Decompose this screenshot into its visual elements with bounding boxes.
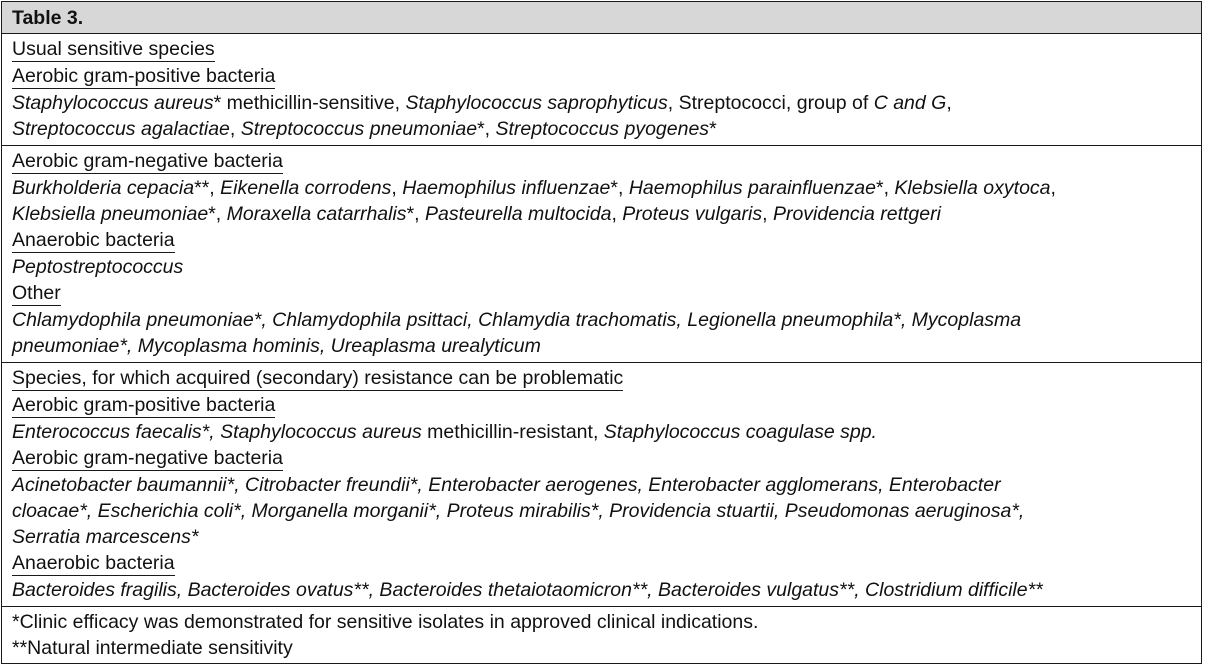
- heading-acquired-resistance: Species, for which acquired (secondary) resistance can be problematic: [12, 367, 624, 389]
- species-name: Staphylococcus coagulase spp.: [603, 421, 877, 443]
- species-name: Moraxella catarrhalis: [226, 203, 407, 225]
- species-line: [12, 90, 1191, 116]
- species-line: [12, 201, 1191, 227]
- species-line: [12, 419, 1191, 445]
- species-name: Klebsiella pneumoniae: [12, 203, 209, 225]
- species-name: Providencia rettgeri: [772, 203, 941, 225]
- species-name: Streptococcus agalactiae: [12, 118, 230, 140]
- species-name: Burkholderia cepacia: [12, 177, 195, 199]
- species-name: Staphylococcus aureus: [12, 92, 214, 114]
- heading-aerobic-gram-negative: Aerobic gram-negative bacteria: [12, 447, 283, 469]
- text-run: *: [709, 118, 717, 140]
- species-line: Chlamydophila pneumoniae*, Chlamydophila psittaci, Chlamydia trachomatis, Legionella pneumophila*, Mycoplasma: [12, 309, 1022, 331]
- species-line: Acinetobacter baumannii*, Citrobacter freundii*, Enterobacter aerogenes, Enterobacter agglomerans, Enterobacter: [12, 474, 1001, 496]
- footnote: **Natural intermediate sensitivity: [12, 637, 293, 659]
- species-name: Haemophilus influenzae: [402, 177, 611, 199]
- heading-aerobic-gram-negative: Aerobic gram-negative bacteria: [12, 150, 283, 172]
- species-name: Enterococcus faecalis*, Staphylococcus aureus: [12, 421, 422, 443]
- species-line: [12, 116, 1191, 142]
- species-name: Eikenella corrodens: [220, 177, 392, 199]
- text-run: ,: [946, 92, 952, 114]
- species-name: Pasteurella multocida: [425, 203, 612, 225]
- heading-anaerobic: Anaerobic bacteria: [12, 229, 175, 251]
- text-run: methicillin-resistant,: [421, 421, 604, 443]
- text-run: ,: [391, 177, 403, 199]
- species-name: Streptococcus pyogenes: [495, 118, 710, 140]
- species-line: Peptostreptococcus: [12, 256, 184, 278]
- heading-other: Other: [12, 282, 61, 304]
- text-run: ,: [762, 203, 773, 225]
- section-gram-negative-sensitive: [2, 146, 1201, 363]
- species-name: C and G: [873, 92, 947, 114]
- species-name: Klebsiella oxytoca: [894, 177, 1051, 199]
- section-acquired-resistance: [2, 363, 1201, 607]
- species-line: [12, 175, 1191, 201]
- text-run: *,: [208, 203, 227, 225]
- text-run: *,: [406, 203, 425, 225]
- text-run: ,: [229, 118, 241, 140]
- text-run: ,: [611, 203, 623, 225]
- text-run: *,: [477, 118, 496, 140]
- text-run: *,: [610, 177, 629, 199]
- species-name: Staphylococcus saprophyticus: [405, 92, 668, 114]
- section-usual-sensitive: [2, 34, 1201, 146]
- footnote: *Clinic efficacy was demonstrated for sensitive isolates in approved clinical indications.: [12, 611, 759, 633]
- section-footnotes: [2, 607, 1201, 664]
- species-name: Streptococcus pneumoniae: [240, 118, 478, 140]
- species-line: pneumoniae*, Mycoplasma hominis, Ureaplasma urealyticum: [12, 335, 541, 357]
- antibiotic-spectrum-table: [1, 1, 1202, 664]
- species-name: Proteus vulgaris: [622, 203, 763, 225]
- species-line: cloacae*, Escherichia coli*, Morganella morganii*, Proteus mirabilis*, Providencia stuartii, Pseudomonas aeruginosa*,: [12, 500, 1025, 522]
- heading-aerobic-gram-positive: Aerobic gram-positive bacteria: [12, 394, 276, 416]
- heading-usual-sensitive: Usual sensitive species: [12, 38, 215, 60]
- table-title: Table 3.: [2, 2, 1201, 34]
- species-line: Bacteroides fragilis, Bacteroides ovatus**, Bacteroides thetaiotaomicron**, Bacteroides vulgatus**, Clostridium difficile**: [12, 579, 1043, 601]
- heading-anaerobic: Anaerobic bacteria: [12, 552, 175, 574]
- text-run: ,: [1050, 177, 1056, 199]
- text-run: , Streptococci, group of: [667, 92, 874, 114]
- species-line: Serratia marcescens*: [12, 526, 199, 548]
- text-run: * methicillin-sensitive,: [213, 92, 406, 114]
- text-run: **,: [194, 177, 221, 199]
- species-name: Haemophilus parainfluenzae: [628, 177, 876, 199]
- text-run: *,: [875, 177, 895, 199]
- heading-aerobic-gram-positive: Aerobic gram-positive bacteria: [12, 65, 276, 87]
